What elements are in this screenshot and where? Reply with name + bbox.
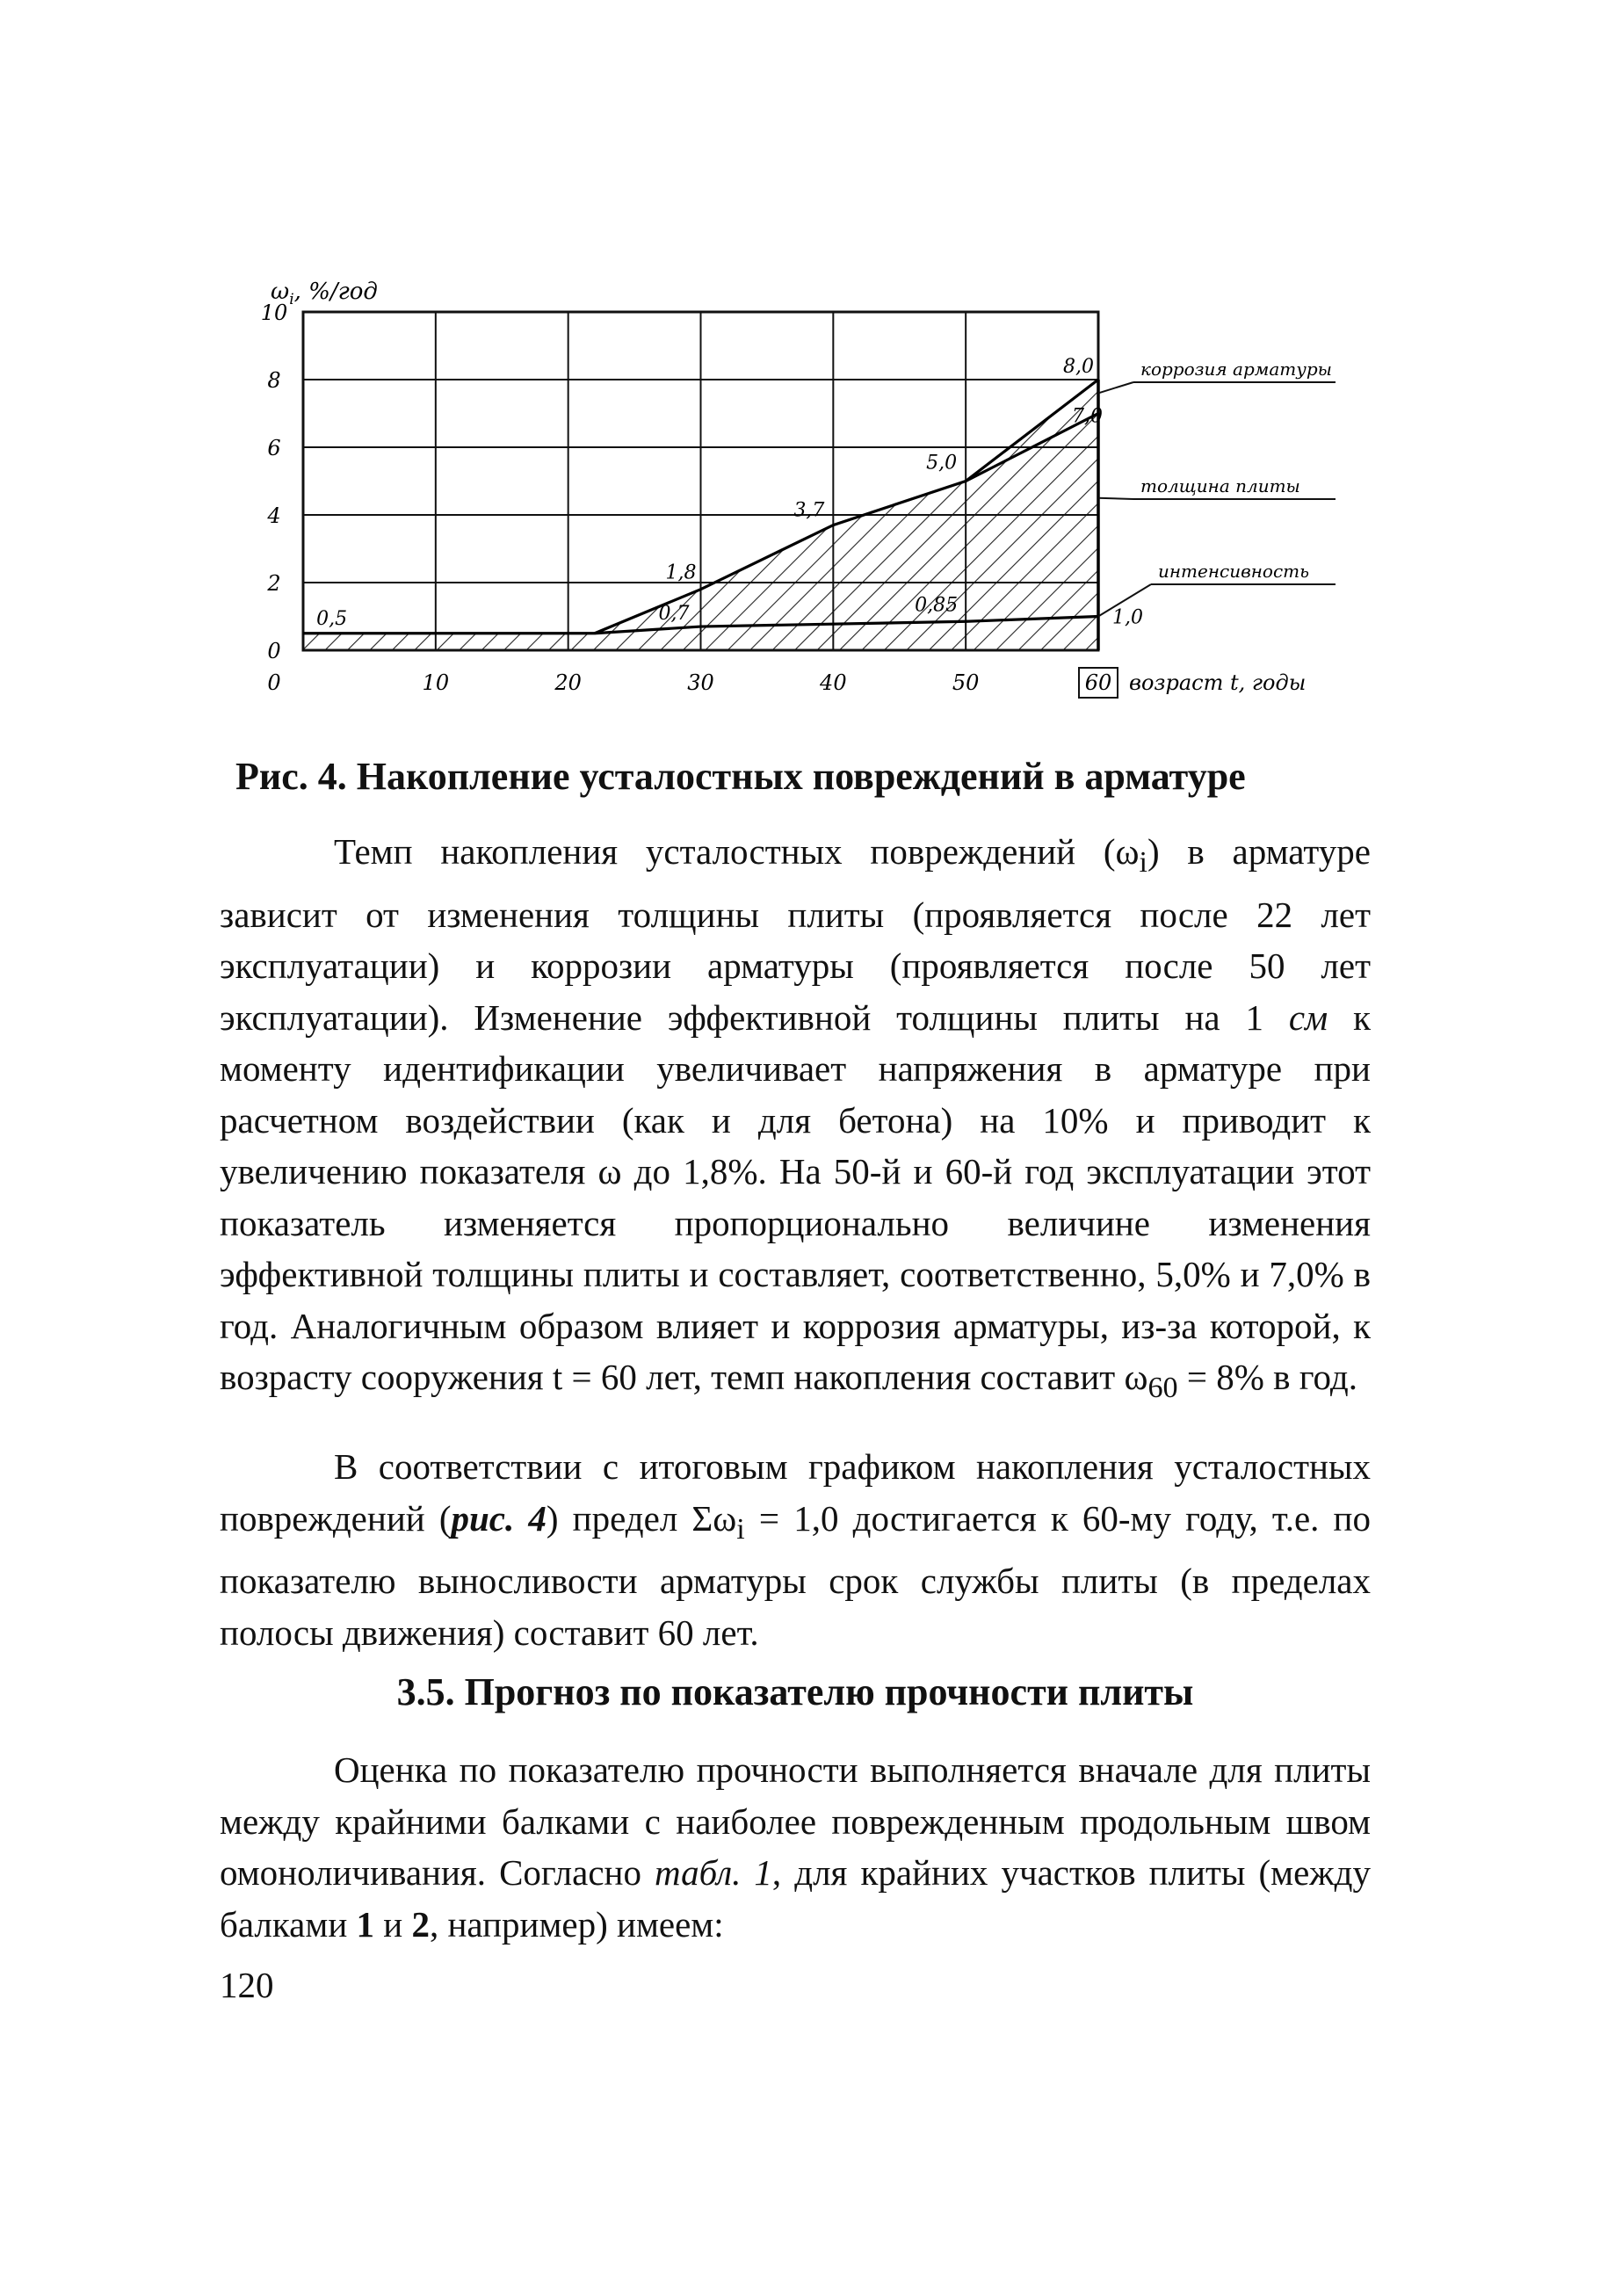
x-tick-label: 60 xyxy=(1084,670,1112,695)
point-label: 5,0 xyxy=(926,452,958,474)
x-axis-label: возраст t, годы xyxy=(1129,670,1307,695)
section-heading: 3.5. Прогноз по показателю прочности плиты xyxy=(396,1670,1194,1713)
figure-chart xyxy=(255,272,1353,729)
point-label: 7,0 xyxy=(1072,405,1103,428)
page-number: 120 xyxy=(220,1965,274,2005)
point-label: 3,7 xyxy=(793,499,825,522)
table-reference: табл. 1 xyxy=(655,1852,772,1893)
x-tick-label: 20 xyxy=(554,670,582,695)
figure-caption: Рис. 4. Накопление усталостных повреждений в арматуре xyxy=(235,755,1246,798)
endurance-callout-label: интенсивность xyxy=(1158,561,1310,582)
x-tick-label: 40 xyxy=(820,670,847,695)
paragraph-3: Оценка по показателю прочности выполняется вначале для плиты между крайними балками с наиболее поврежденным продольным швом омоноличивания. Согласно табл. 1, для крайних участков плиты (между балками 1 и 2, например) имеем: xyxy=(220,1749,1371,1945)
point-label: 0,85 xyxy=(915,594,959,617)
y-axis-label: $\omega_i$, %/год xyxy=(271,279,378,308)
point-label: 1,0 xyxy=(1112,606,1143,629)
thickness-callout-label: толщина плиты xyxy=(1140,475,1300,496)
x-tick-label: 30 xyxy=(687,670,714,695)
point-label: 0,5 xyxy=(316,607,348,630)
paragraph-1: Темп накопления усталостных повреждений $(\omega_i)$ в арматуре зависит от изменения толщины плиты (проявляется после 22 лет эксплуатации) и коррозии арматуры (проявляется после 50 лет эксплуатации). Изменение эффективной толщины плиты на 1 см к моменту идентификации увеличивает напряжения в арматуре при расчетном воздействии (как и для бетона) на 10% и приводит к увеличению показателя ω до 1,8%. На 50-й и 60-й год эксплуатации этот показатель изменяется пропорционально величине изменения эффективной толщины плиты и составляет, соответственно, 5,0% и 7,0% в год. Аналогичным образом влияет и коррозия арматуры, из-за которой, к возрасту сооружения t = 60 лет, темп накопления составит $\omega_{60} = 8\%$ в год. xyxy=(220,831,1372,1405)
axis-labels xyxy=(271,279,378,308)
y-tick-label: 8 xyxy=(267,368,281,393)
y-tick-label: 4 xyxy=(267,503,281,528)
paragraph-2: В соответствии с итоговым графиком накопления усталостных повреждений (рис. 4) предел $\Sigma\omega_i = 1,0$ достигается к 60-му году, т.е. по показателю выносливости арматуры срок службы плиты (в пределах полосы движения) составит 60 лет. xyxy=(220,1446,1371,1653)
figure-reference: рис. 4 xyxy=(451,1497,547,1539)
point-label: 8,0 xyxy=(1063,356,1094,378)
thickness-callout-leader xyxy=(1098,498,1133,499)
corrosion-callout-label: коррозия арматуры xyxy=(1140,359,1332,380)
chart-svg xyxy=(255,272,1353,729)
x-tick-label-origin: 0 xyxy=(267,670,281,695)
point-label: 0,7 xyxy=(658,603,690,626)
corrosion-callout-leader xyxy=(1098,382,1133,393)
plot-area xyxy=(261,301,1336,698)
y-tick-label: 6 xyxy=(267,436,281,460)
y-tick-label: 10 xyxy=(260,301,288,325)
x-tick-label: 10 xyxy=(422,670,450,695)
x-tick-label: 50 xyxy=(952,670,980,695)
y-tick-label: 0 xyxy=(267,639,281,663)
point-label: 1,8 xyxy=(665,561,697,584)
y-tick-label: 2 xyxy=(267,571,281,596)
